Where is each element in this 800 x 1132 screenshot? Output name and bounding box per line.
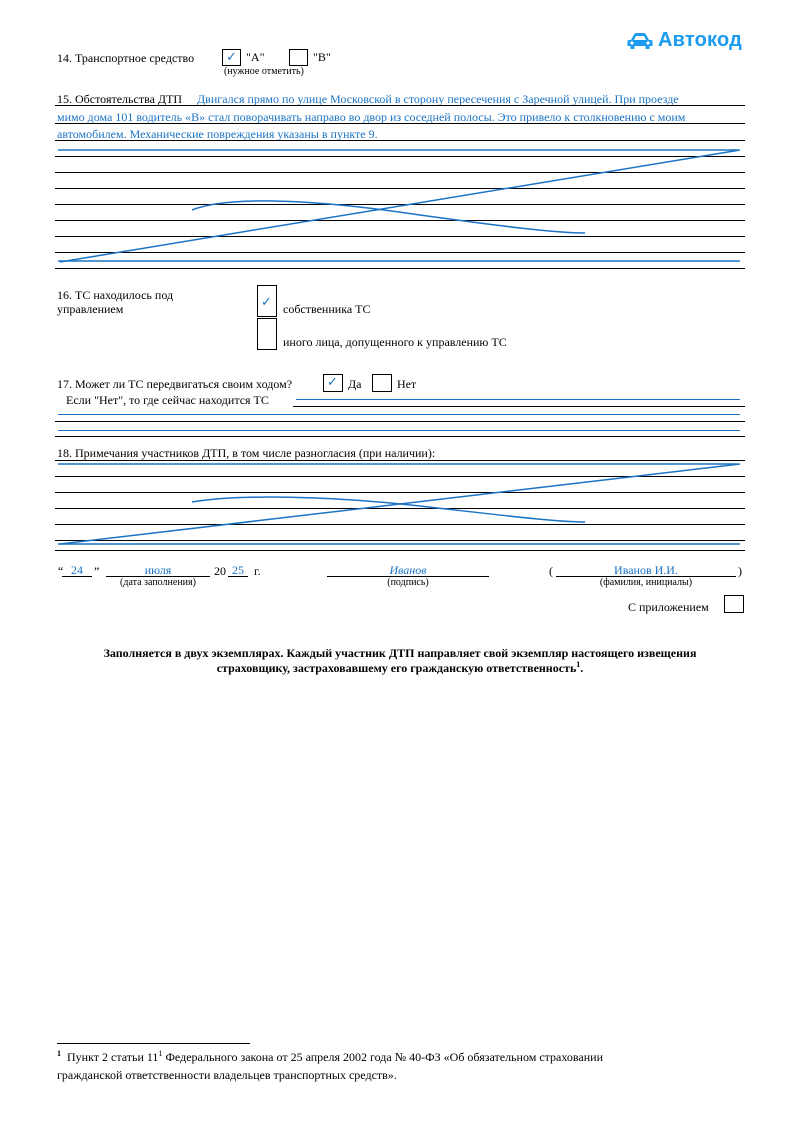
- footnote-line2: гражданской ответственности владельцев транспортных средств».: [57, 1068, 397, 1082]
- brand-name: Автокод: [658, 29, 743, 51]
- circumstances-label: 15. Обстоятельства ДТП: [57, 92, 183, 106]
- copies-note-line2: страховщику, застраховавшему его гражданскую ответственность$^1$.: [216, 660, 584, 675]
- vehicle-b-label: "В": [313, 50, 331, 64]
- signature-caption: (подпись): [387, 577, 429, 588]
- circumstances-text-3: автомобилем. Механические повреждения указаны в пункте 9.: [57, 127, 378, 141]
- mobility-no-label: Нет: [397, 377, 417, 391]
- attachment-label: С приложением: [628, 600, 709, 614]
- attachment-checkbox[interactable]: [724, 595, 744, 613]
- mobility-label: 17. Может ли ТС передвигаться своим ходом?: [57, 377, 293, 391]
- date-caption: (дата заполнения): [120, 577, 196, 588]
- other-driver-label: иного лица, допущенного к управлению ТС: [283, 335, 507, 349]
- mobility-no-checkbox[interactable]: [372, 374, 392, 392]
- owner-label: собственника ТС: [283, 302, 371, 316]
- circumstances-strikeout: [0, 0, 800, 300]
- date-open-quote: “: [58, 564, 64, 578]
- vehicle-label: 14. Транспортное средство: [57, 51, 195, 65]
- date-day: 24: [71, 563, 83, 577]
- signature-value: Иванов: [389, 563, 427, 577]
- circumstances-text-1: Двигался прямо по улице Московской в сторону пересечения с Заречной улицей. При проезде: [197, 92, 679, 106]
- control-label-2: управлением: [57, 302, 124, 316]
- vehicle-hint: (нужное отметить): [224, 66, 304, 77]
- date-year-line: [228, 576, 248, 577]
- checkmark-icon: ✓: [327, 375, 338, 390]
- name-caption: (фамилия, инициалы): [599, 577, 693, 588]
- name-paren-open: (: [549, 564, 553, 578]
- checkmark-icon: ✓: [261, 295, 272, 310]
- copies-note-line1: Заполняется в двух экземплярах. Каждый участник ДТП направляет свой экземпляр настоящего извещения: [103, 646, 697, 660]
- circumstances-text-2: мимо дома 101 водитель «В» стал поворачивать направо во двор из соседней полосы. Это привело к столкновению с моим: [57, 110, 686, 124]
- date-year-suffix: г.: [254, 564, 261, 578]
- checkmark-icon: ✓: [226, 50, 237, 65]
- footnote-divider: [57, 1043, 250, 1044]
- control-label-1: 16. ТС находилось под: [57, 288, 174, 302]
- footnote-line1: $^1$ Пункт 2 статьи $11^1$ Федерального закона от 25 апреля 2002 года № 40-ФЗ «Об обязательном страховании: [57, 1049, 604, 1064]
- date-month: июля: [144, 563, 172, 577]
- vehicle-a-label: "А": [246, 50, 265, 64]
- other-driver-checkbox[interactable]: [257, 318, 277, 350]
- date-day-line: [62, 576, 92, 577]
- name-value: Иванов И.И.: [614, 563, 678, 577]
- name-paren-close: ): [738, 564, 742, 578]
- remarks-strikeout: [0, 440, 800, 560]
- date-close-quote: ”: [94, 564, 100, 578]
- date-year: 25: [232, 563, 244, 577]
- mobility-yes-label: Да: [348, 377, 362, 391]
- remarks-label: 18. Примечания участников ДТП, в том числе разногласия (при наличии):: [57, 446, 436, 460]
- vehicle-location-label: Если "Нет", то где сейчас находится ТС: [66, 393, 269, 407]
- date-year-prefix: 20: [214, 564, 226, 578]
